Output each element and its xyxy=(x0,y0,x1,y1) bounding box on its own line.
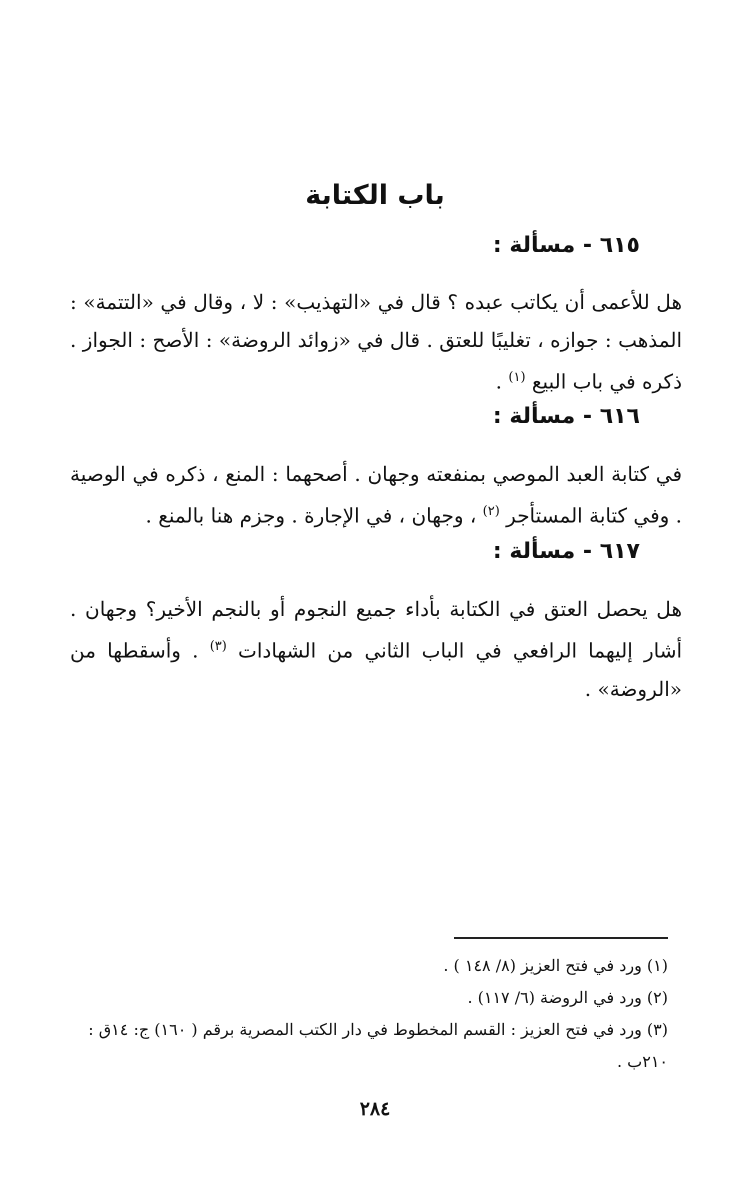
paragraph-text-end: . وأسقطها من «الروضة» . xyxy=(70,638,682,701)
paragraph-text: هل للأعمى أن يكاتب عبده ؟ قال في «التهذيب» : لا ، وقال في «التتمة» : المذهب : جوازه ، تغليبًا للعتق . قال في «زوائد الروضة» : الأصح : الجواز . ذكره في باب البيع xyxy=(70,290,682,394)
footnote-reference: (١) xyxy=(508,370,526,385)
section-heading-615: ٦١٥ - مسألة : xyxy=(492,233,640,258)
footnote-reference: (٢) xyxy=(482,504,500,519)
section-heading-616: ٦١٦ - مسألة : xyxy=(492,404,640,429)
page-title: باب الكتابة xyxy=(305,180,445,211)
footnote-separator xyxy=(454,937,668,939)
section-paragraph-617 xyxy=(70,590,682,708)
section-paragraph-616 xyxy=(70,455,682,535)
section-paragraph-615 xyxy=(70,283,682,401)
paragraph-text: هل يحصل العتق في الكتابة بأداء جميع النجوم أو بالنجم الأخير؟ وجهان . أشار إليهما الرافعي في الباب الثاني من الشهادات xyxy=(70,597,683,663)
paragraph-text-end: . xyxy=(495,369,509,394)
footnote-3: (٣) ورد في فتح العزيز : القسم المخطوط في دار الكتب المصرية برقم ( ١٦٠) ج: ١٤ق : ٢١٠ب . xyxy=(88,1020,668,1071)
footnotes xyxy=(68,950,668,1078)
section-heading-617: ٦١٧ - مسألة : xyxy=(492,539,640,564)
page-number: ٢٨٤ xyxy=(359,1098,391,1120)
paragraph-text: في كتابة العبد الموصي بمنفعته وجهان . أصحهما : المنع ، ذكره في الوصية . وفي كتابة المستأجر xyxy=(70,462,682,528)
footnote-reference: (٣) xyxy=(209,639,227,654)
footnote-2: (٢) ورد في الروضة (٦/ ١١٧) . xyxy=(467,988,668,1007)
footnote-1: (١) ورد في فتح العزيز (٨/ ١٤٨ ) . xyxy=(443,956,668,975)
paragraph-text-end: ، وجهان ، في الإجارة . وجزم هنا بالمنع . xyxy=(145,503,483,528)
